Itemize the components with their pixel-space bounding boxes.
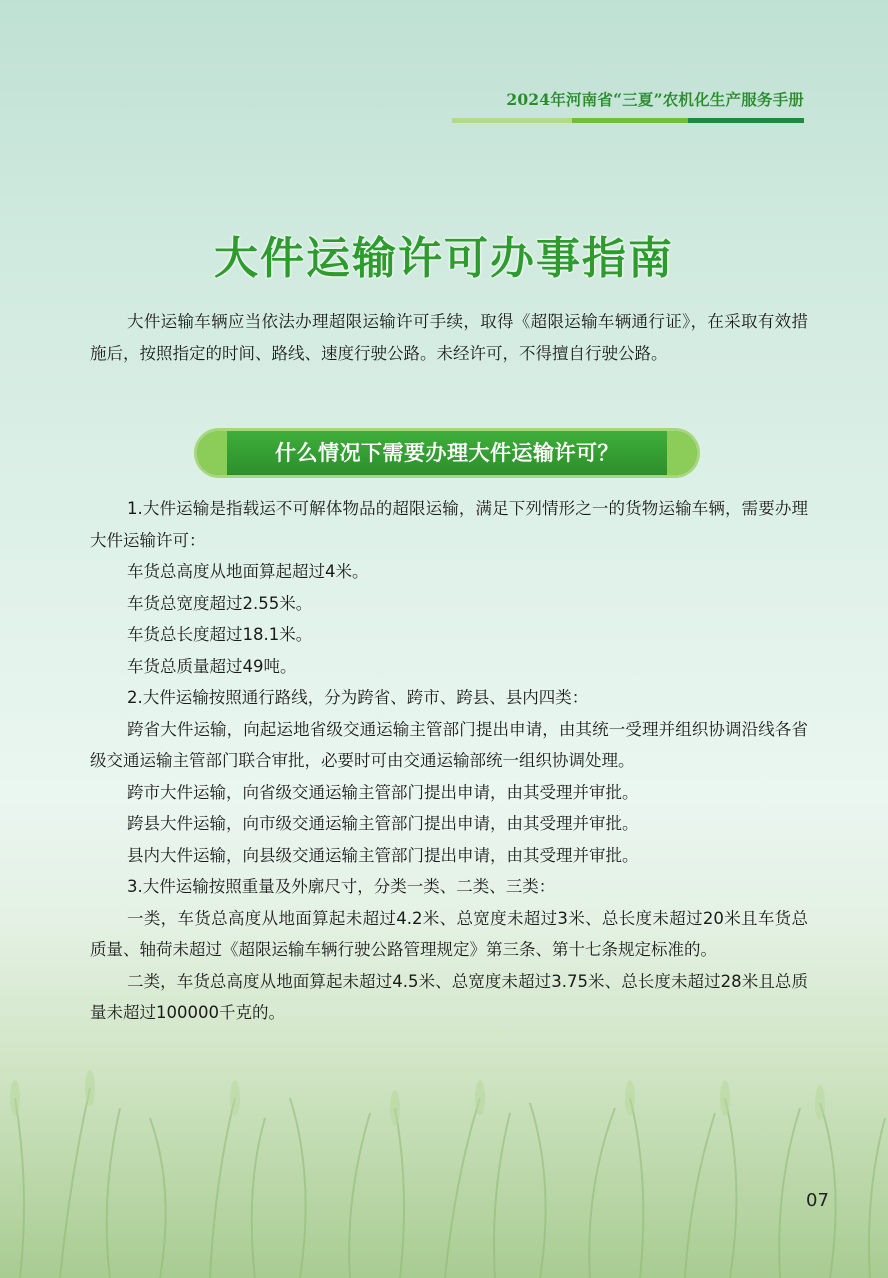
paragraph: 1.大件运输是指载运不可解体物品的超限运输，满足下列情形之一的货物运输车辆，需要办理大件运输许可：	[90, 499, 808, 550]
paragraph: 3.大件运输按照重量及外廓尺寸，分类一类、二类、三类：	[127, 877, 556, 896]
paragraph: 跨市大件运输，向省级交通运输主管部门提出申请，由其受理并审批。	[127, 782, 639, 802]
paragraph: 车货总高度从地面算起超过4米。	[127, 562, 369, 581]
paragraph: 一类，车货总高度从地面算起未超过4.2米、总宽度未超过3米、总长度未超过20米且车货总质量、轴荷未超过《超限运输车辆行驶公路管理规定》第三条、第十七条规定标准的。	[90, 908, 808, 959]
intro-section	[90, 306, 808, 370]
page-number: 07	[806, 1190, 829, 1211]
underline-segment-light	[452, 118, 572, 123]
paragraph: 车货总宽度超过2.55米。	[127, 593, 313, 613]
underline-segment-mid	[572, 118, 688, 123]
section-heading: 什么情况下需要办理大件运输许可？	[275, 441, 619, 465]
handbook-title: 2024年河南省“三夏”农机化生产服务手册	[506, 90, 804, 109]
header-underline	[452, 118, 804, 123]
paragraph: 跨县大件运输，向市级交通运输主管部门提出申请，由其受理并审批。	[127, 814, 639, 833]
section-heading-banner	[197, 431, 697, 475]
paragraph: 车货总质量超过49吨。	[127, 656, 297, 676]
page-title: 大件运输许可办事指南	[214, 233, 674, 284]
paragraph: 县内大件运输，向县级交通运输主管部门提出申请，由其受理并审批。	[127, 845, 639, 865]
paragraph: 二类，车货总高度从地面算起未超过4.5米、总宽度未超过3.75米、总长度未超过28米且总质量未超过100000千克的。	[90, 971, 808, 1022]
underline-segment-dark	[688, 118, 804, 123]
paragraph: 2.大件运输按照通行路线，分为跨省、跨市、跨县、县内四类：	[127, 688, 589, 707]
body-section	[90, 493, 808, 1029]
paragraph: 车货总长度超过18.1米。	[127, 625, 313, 644]
page-header	[452, 88, 804, 123]
intro-paragraph: 大件运输车辆应当依法办理超限运输许可手续，取得《超限运输车辆通行证》，在采取有效措施后，按照指定的时间、路线、速度行驶公路。未经许可，不得擅自行驶公路。	[90, 312, 808, 363]
paragraph: 跨省大件运输，向起运地省级交通运输主管部门提出申请，由其统一受理并组织协调沿线各省级交通运输主管部门联合审批，必要时可由交通运输部统一组织协调处理。	[90, 719, 808, 770]
